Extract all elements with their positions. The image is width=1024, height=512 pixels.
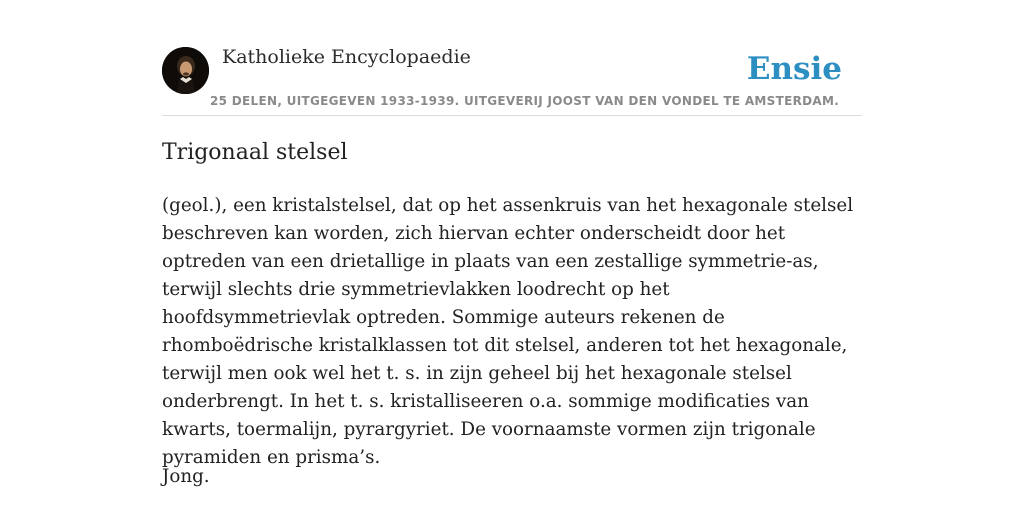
brand-logo[interactable]: Ensie bbox=[746, 51, 842, 87]
portrait-avatar[interactable] bbox=[162, 47, 209, 94]
article-title: Trigonaal stelsel bbox=[162, 140, 348, 165]
encyclopedia-name[interactable]: Katholieke Encyclopaedie bbox=[222, 46, 471, 68]
portrait-icon bbox=[162, 47, 209, 94]
article-author: Jong. bbox=[162, 466, 210, 487]
header-divider bbox=[162, 115, 862, 116]
publication-info: 25 DELEN, UITGEGEVEN 1933-1939. UITGEVERIJ JOOST VAN DEN VONDEL TE AMSTERDAM. bbox=[210, 94, 840, 108]
article-body: (geol.), een kristalstelsel, dat op het assenkruis van het hexagonale stelsel beschreven kan worden, zich hiervan echter onderscheidt door het optreden van een drietallige in plaats van een zestallige symmetrie-as, terwijl slechts drie symmetrievlakken loodrecht op het hoofdsymmetrievlak optreden. Sommige auteurs rekenen de rhomboëdrische kristalklassen tot dit stelsel, anderen tot het hexagonale, terwijl men ook wel het t. s. in zijn geheel bij het hexagonale stelsel onderbrengt. In het t. s. kristalliseeren o.a. sommige modificaties van kwarts, toermalijn, pyrargyriet. De voornaamste vormen zijn trigonale pyramiden en prisma’s. bbox=[162, 195, 854, 468]
